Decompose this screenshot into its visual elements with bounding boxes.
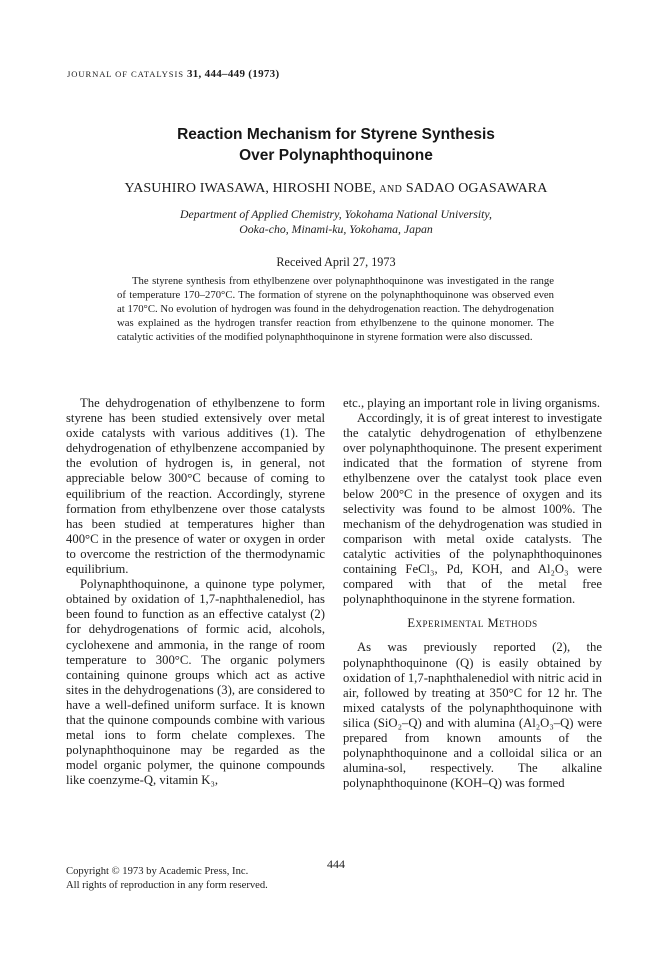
abstract: The styrene synthesis from ethylbenzene over polynaphthoquinone was investigated in the range of temperature 170–270°C. The formation of styrene on the polynaphthoquinone was observed even at 170°C. No evolution of hydrogen was found in the dehydrogenation reaction. The dehydrogenation was explained as the hydrogen transfer reaction from ethylbenzene to the quinone monomer. The catalytic activities of the modified polynaphthoquinone in styrene formation were also discussed. bbox=[117, 275, 554, 343]
journal-header bbox=[67, 68, 279, 80]
author-list bbox=[0, 181, 672, 197]
page-number: 444 bbox=[327, 857, 345, 871]
body-paragraph: The dehydrogenation of ethylbenzene to form styrene has been studied extensively over metal oxide catalysts with various additives (1). The dehydrogenation of ethylbenzene accompanied by the evolution of hydrogen is, in general, not appreciable below 300°C because of coming to equilibrium of the reaction. Accordingly, styrene formation from ethylbenzene over those catalysts has been studied at temperatures higher than 400°C in the presence of water or oxygen in order to overcome the restriction of the thermodynamic equilibrium. bbox=[66, 396, 325, 577]
authors-and: AND bbox=[379, 184, 403, 195]
body-paragraph: Accordingly, it is of great interest to investigate the catalytic dehydrogenation of ethylbenzene over polynaphthoquinone. The present experiment indicated that the formation of styrene from ethylbenzene over the catalyst took place even below 200°C in the presence of oxygen and its selectivity was found to be almost 100%. The mechanism of the dehydrogenation was studied in comparison with metal oxide catalysts. The catalytic activities of the polynaphthoquinones containing FeCl₃, Pd, KOH, and Al₂O₃ were compared with that of the metal free polynaphthoquinone in the styrene formation. bbox=[343, 411, 602, 607]
affiliation-line-1: Department of Applied Chemistry, Yokohama National University, bbox=[180, 207, 492, 221]
right-column bbox=[343, 396, 602, 791]
received-date: Received April 27, 1973 bbox=[276, 255, 396, 269]
copyright-line-2: All rights of reproduction in any form reserved. bbox=[66, 880, 268, 891]
title-line-2: Over Polynaphthoquinone bbox=[239, 147, 433, 164]
body-paragraph: As was previously reported (2), the polynaphthoquinone (Q) is easily obtained by oxidation of 1,7-naphthalenediol with nitric acid in air, followed by treating at 350°C for 12 hr. The mixed catalysts of the polynaphthoquinone with silica (SiO₂–Q) and with alumina (Al₂O₃–Q) were prepared from known amounts of the polynaphthoquinone and a colloidal silica or an alumina-sol, respectively. The alkaline polynaphthoquinone (KOH–Q) was formed bbox=[343, 640, 602, 791]
copyright-line-1: Copyright © 1973 by Academic Press, Inc. bbox=[66, 866, 249, 877]
body-paragraph: etc., playing an important role in living organisms. bbox=[343, 396, 600, 410]
copyright-notice bbox=[66, 865, 268, 893]
affiliation bbox=[0, 207, 672, 237]
affiliation-line-2: Ooka-cho, Minami-ku, Yokohama, Japan bbox=[239, 222, 433, 236]
authors-first: YASUHIRO IWASAWA, HIROSHI NOBE, bbox=[124, 181, 376, 196]
article-title bbox=[0, 124, 672, 166]
authors-last: SADAO OGASAWARA bbox=[405, 181, 548, 196]
journal-volume-pages: 31, 444–449 (1973) bbox=[186, 68, 280, 80]
section-heading: Experimental Methods bbox=[407, 616, 538, 631]
body-paragraph: Polynaphthoquinone, a quinone type polymer, obtained by oxidation of 1,7-naphthalenediol, has been found to function as an effective catalyst (2) for dehydrogenations of formic acid, alcohols, cyclohexene and ammonia, in the range of room temperature to 300°C. The organic polymers containing quinone groups which act as active sites in the dehydrogenations (3), are considered to have a well-defined uniform surface. It is known that the quinone compounds combine with various metal ions to form chelate complexes. The polynaphthoquinone may be regarded as the model organic polymer, the quinone compounds like coenzyme-Q, vitamin K₃, bbox=[66, 577, 325, 788]
journal-name: JOURNAL OF CATALYSIS bbox=[67, 69, 184, 79]
title-line-1: Reaction Mechanism for Styrene Synthesis bbox=[177, 126, 495, 143]
left-column bbox=[66, 396, 325, 788]
